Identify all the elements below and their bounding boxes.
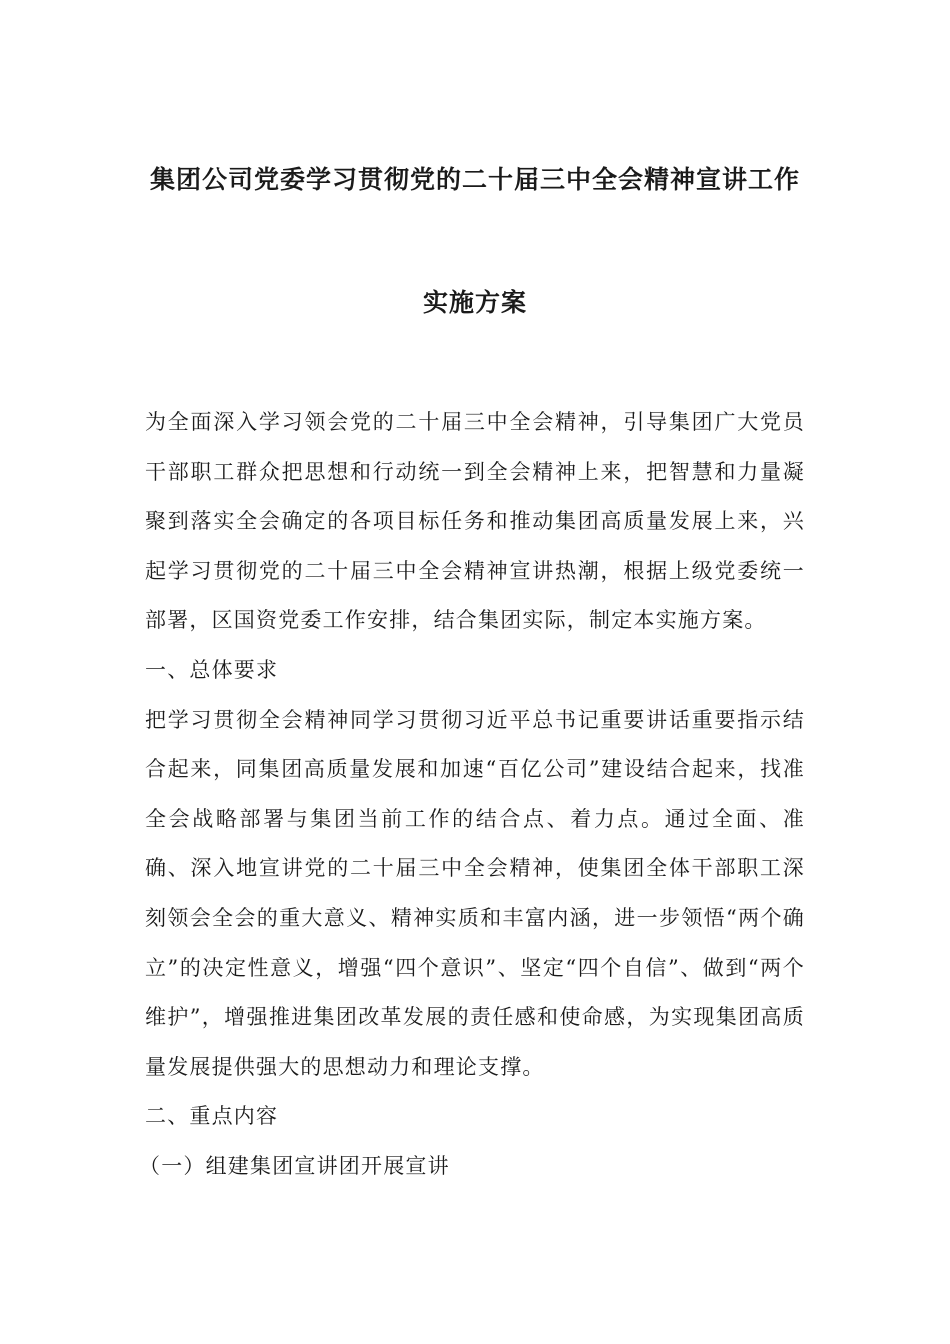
subsection-heading-lecture-group: （一）组建集团宣讲团开展宣讲 xyxy=(139,1153,450,1178)
document-body xyxy=(139,398,805,1192)
intro-paragraph: 为全面深入学习领会党的二十届三中全会精神，引导集团广大党员干部职工群众把思想和行动统一到全会精神上来，把智慧和力量凝聚到落实全会确定的各项目标任务和推动集团高质量发展上来，兴起学习贯彻党的二十届三中全会精神宣讲热潮，根据上级党委统一部署，区国资党委工作安排，结合集团实际，制定本实施方案。 xyxy=(145,410,805,633)
section-heading-key-content: 二、重点内容 xyxy=(145,1104,279,1129)
document-title-line-1: 集团公司党委学习贯彻党的二十届三中全会精神宣讲工作 xyxy=(149,165,800,194)
document-title-line-2: 实施方案 xyxy=(422,288,527,317)
section-heading-overall-requirements: 一、总体要求 xyxy=(145,657,279,682)
overall-requirements-paragraph: 把学习贯彻全会精神同学习贯彻习近平总书记重要讲话重要指示结合起来，同集团高质量发展和加速“百亿公司”建设结合起来，找准全会战略部署与集团当前工作的结合点、着力点。通过全面、准确、深入地宣讲党的二十届三中全会精神，使集团全体干部职工深刻领会全会的重大意义、精神实质和丰富内涵，进一步领悟“两个确立”的决定性意义，增强“四个意识”、坚定“四个自信”、做到“两个维护”，增强推进集团改革发展的责任感和使命感，为实现集团高质量发展提供强大的思想动力和理论支撑。 xyxy=(145,707,805,1079)
